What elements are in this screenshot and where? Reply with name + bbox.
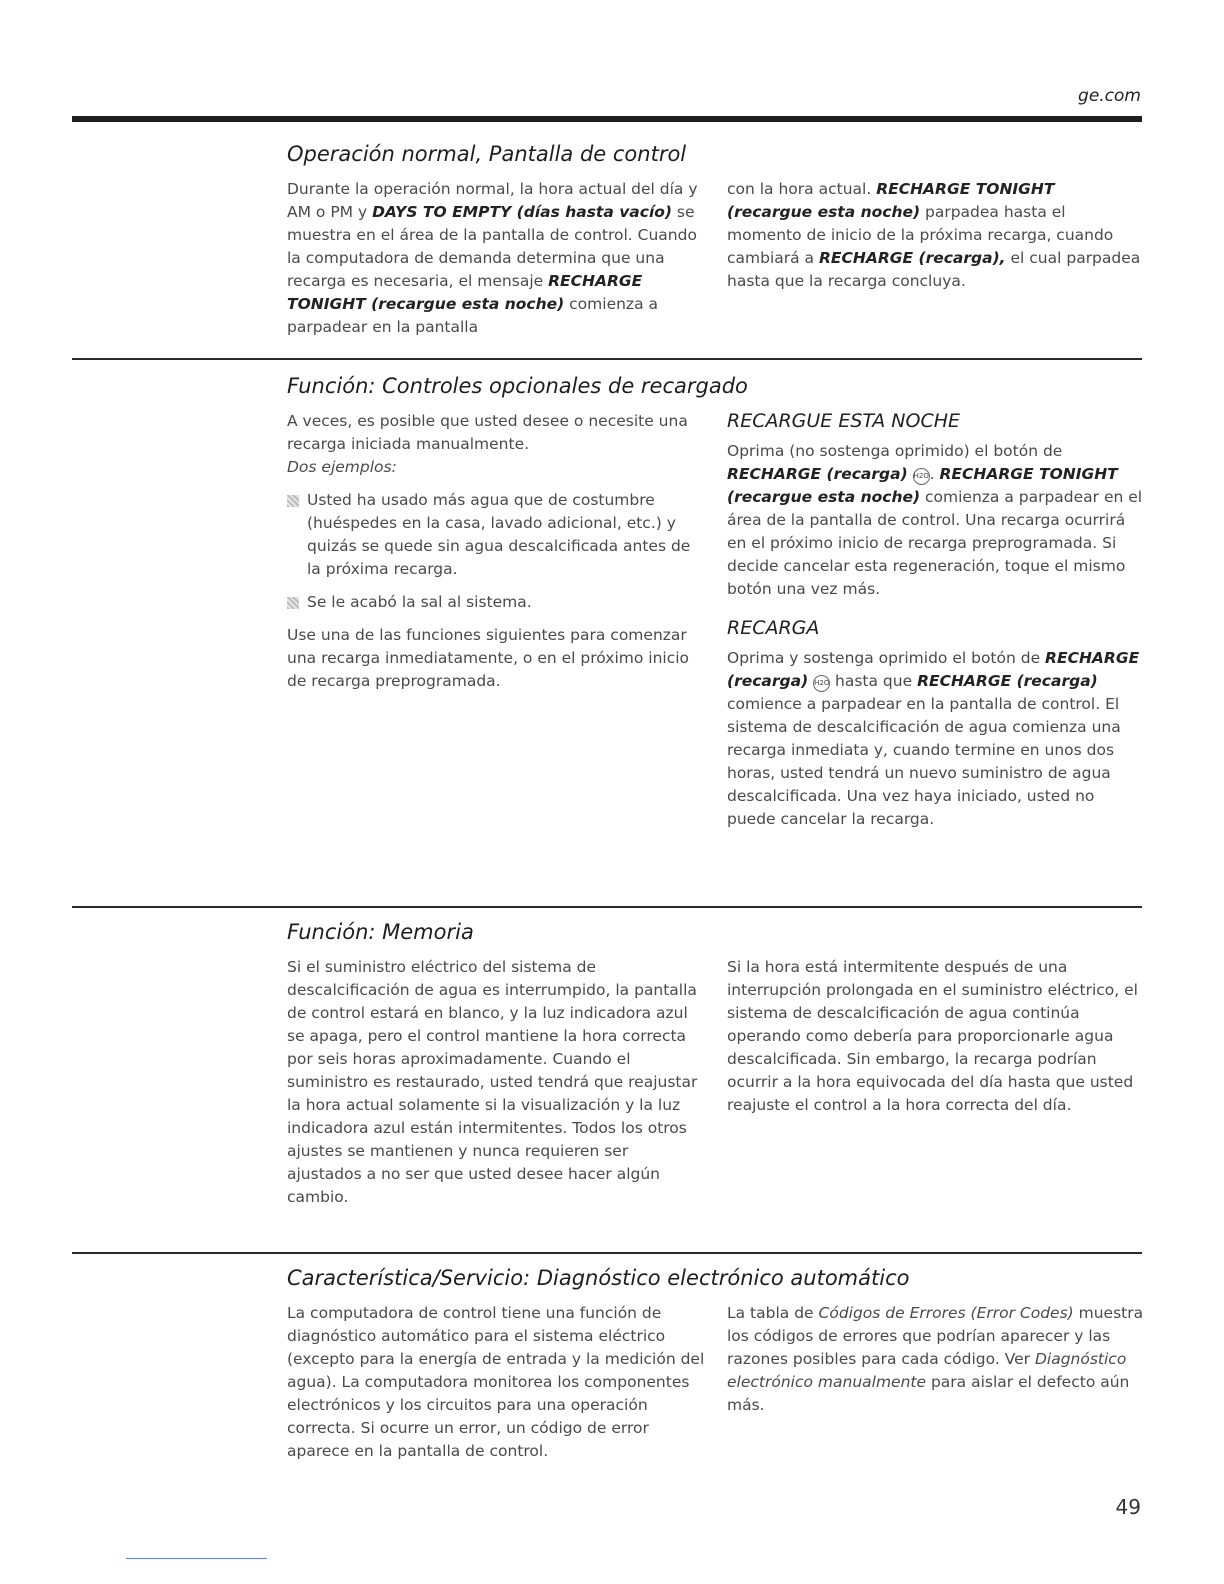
page-number: 49 xyxy=(1115,1495,1141,1519)
text-bold: DAYS TO EMPTY (días hasta vacío) xyxy=(372,203,672,221)
text: se muestra en el área de la pantalla de control. Cuando la computadora de demanda determina que una recarga es necesaria, el mensaje xyxy=(287,203,697,290)
text-bold: RECHARGE (recarga) xyxy=(917,672,1098,690)
text: parpadea hasta el momento de inicio de la próxima recarga, cuando cambiará a xyxy=(727,203,1114,267)
paragraph xyxy=(727,178,1145,293)
section-title: Operación normal, Pantalla de control xyxy=(287,142,687,166)
text: comienza a parpadear en la pantalla xyxy=(287,295,658,336)
section-right-column xyxy=(727,956,1145,1117)
text-bold: RECHARGE TONIGHT (recargue esta noche) xyxy=(727,465,1118,506)
section-divider xyxy=(72,1252,1142,1254)
section-left-column xyxy=(287,1302,705,1463)
section-optional-recharge xyxy=(287,372,1143,828)
header-rule xyxy=(72,116,1142,122)
text-italic: Códigos de Errores (Error Codes) xyxy=(818,1304,1074,1322)
outro-text: Use una de las funciones siguientes para comenzar una recarga inmediatamente, o en el próximo inicio de recarga preprogramada. xyxy=(287,626,690,690)
text: . xyxy=(929,465,940,483)
paragraph xyxy=(287,178,705,339)
section-title: Característica/Servicio: Diagnóstico electrónico automático xyxy=(287,1266,910,1290)
section-memory xyxy=(287,918,1142,1206)
text: el cual parpadea hasta que la recarga concluya. xyxy=(727,249,1141,290)
bullet-icon xyxy=(287,597,299,609)
text-bold: RECHARGE TONIGHT (recargue esta noche) xyxy=(727,180,1055,221)
section-title: Función: Controles opcionales de recargado xyxy=(287,374,748,398)
text: Oprima y sostenga oprimido el botón de xyxy=(727,649,1046,667)
paragraph: La computadora de control tiene una función de diagnóstico automático para el sistema eléctrico (excepto para la energía de entrada y la medición del agua). La computadora monitorea los componentes electrónicos y los circuitos para una operación correcta. Si ocurre un error, un código de error aparece en la pantalla de control. xyxy=(287,1304,705,1460)
section-divider xyxy=(72,358,1142,360)
text: comience a parpadear en la pantalla de control. El sistema de descalcificación de agua comienza una recarga inmediata y, cuando termine en unos dos horas, usted tendrá un nuevo suministro de agua descalcificada. Una vez haya iniciado, usted no puede cancelar la recarga. xyxy=(727,695,1121,828)
text-bold: RECHARGE (recarga) xyxy=(727,465,908,483)
bullet-icon xyxy=(287,495,299,507)
list-item xyxy=(287,591,705,614)
text-italic: Diagnóstico electrónico manualmente xyxy=(727,1350,1127,1391)
text-bold: RECHARGE (recarga), xyxy=(819,249,1006,267)
subheading: RECARGUE ESTA NOCHE xyxy=(727,410,961,432)
section-right-column xyxy=(727,408,1145,831)
text: Oprima (no sostenga oprimido) el botón de xyxy=(727,442,1063,460)
text-bold: RECHARGE TONIGHT (recargue esta noche) xyxy=(287,272,643,313)
site-url: ge.com xyxy=(1078,86,1141,106)
text-bold: RECHARGE (recarga) xyxy=(727,649,1140,690)
text: Durante la operación normal, la hora actual del día y AM o PM y xyxy=(287,180,698,221)
paragraph xyxy=(727,647,1145,831)
list-item-text: Usted ha usado más agua que de costumbre (huéspedes en la casa, lavado adicional, etc.) y quizás se quede sin agua descalcificada antes de la próxima recarga. xyxy=(307,491,691,578)
text: con la hora actual. xyxy=(727,180,877,198)
list-item-text: Se le acabó la sal al sistema. xyxy=(307,593,532,611)
section-title: Función: Memoria xyxy=(287,920,474,944)
examples-label: Dos ejemplos: xyxy=(287,458,397,476)
intro-text: A veces, es posible que usted desee o necesite una recarga iniciada manualmente. xyxy=(287,412,688,453)
text: La tabla de xyxy=(727,1304,819,1322)
paragraph xyxy=(727,1302,1145,1417)
section-right-column xyxy=(727,1302,1145,1417)
text: hasta que xyxy=(830,672,918,690)
subheading: RECARGA xyxy=(727,617,820,639)
section-left-column xyxy=(287,178,705,339)
recharge-button-icon: H2O xyxy=(913,468,930,485)
section-divider xyxy=(72,906,1142,908)
paragraph: Si el suministro eléctrico del sistema de descalcificación de agua es interrumpido, la pantalla de control estará en blanco, y la luz indicadora azul se apaga, pero el control mantiene la hora correcta por seis horas aproximadamente. Cuando el suministro es restaurado, usted tendrá que reajustar la hora actual solamente si la visualización y la luz indicadora azul están intermitentes. Todos los otros ajustes se mantienen y nunca requieren ser ajustados a no ser que usted desee hacer algún cambio. xyxy=(287,958,698,1206)
section-left-column xyxy=(287,956,705,1209)
section-normal-operation xyxy=(287,140,1142,336)
paragraph xyxy=(727,440,1145,601)
paragraph: Si la hora está intermitente después de una interrupción prolongada en el suministro eléctrico, el sistema de descalcificación de agua continúa operando como debería para proporcionarle agua descalcificada. Sin embargo, la recarga podrían ocurrir a la hora equivocada del día hasta que usted reajuste el control a la hora correcta del día. xyxy=(727,958,1138,1114)
section-left-column xyxy=(287,410,705,693)
text: comienza a parpadear en el área de la pantalla de control. Una recarga ocurrirá en el próximo inicio de recarga preprogramada. Si decide cancelar esta regeneración, toque el mismo botón una vez más. xyxy=(727,488,1143,598)
text: para aislar el defecto aún más. xyxy=(727,1373,1130,1414)
text: muestra los códigos de errores que podrían aparecer y las razones posibles para cada código. Ver xyxy=(727,1304,1144,1368)
section-right-column xyxy=(727,178,1145,293)
footer-line xyxy=(126,1558,267,1559)
recharge-button-icon: H2O xyxy=(813,675,830,692)
list-item xyxy=(287,489,705,581)
section-diagnostics xyxy=(287,1264,1144,1460)
